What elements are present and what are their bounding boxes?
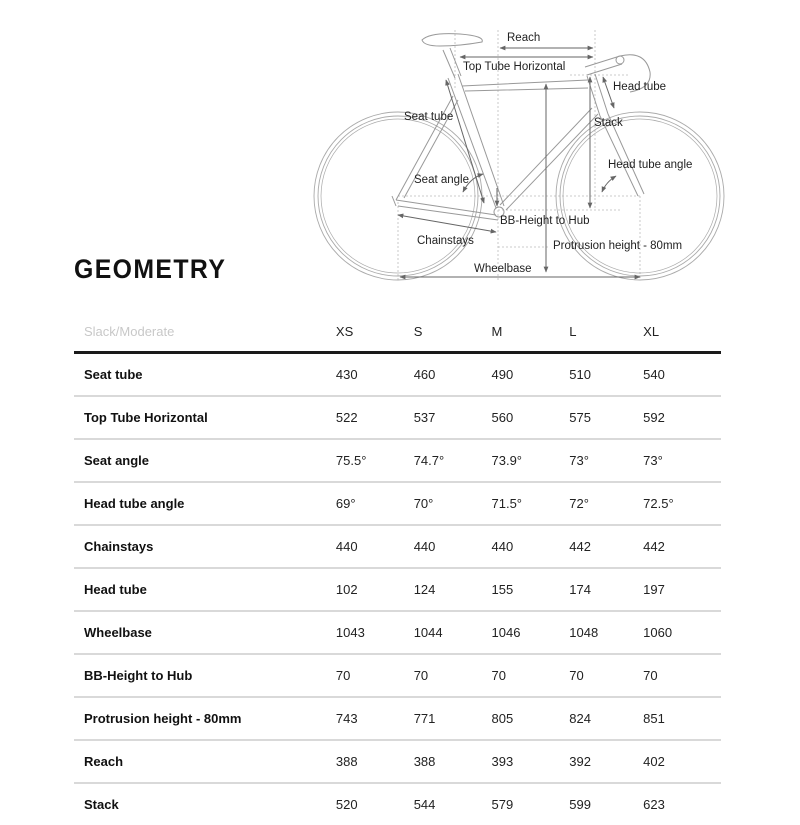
cell-value: 440: [492, 525, 570, 568]
label-seat-tube: Seat tube: [404, 111, 454, 123]
cell-value: 520: [335, 797, 358, 812]
label-head-tube: Head tube: [613, 81, 667, 93]
label-top-tube-horizontal: Top Tube Horizontal: [463, 61, 566, 73]
label-chainstays: Chainstays: [417, 235, 474, 247]
size-header: M: [492, 312, 570, 353]
row-label: Head tube: [74, 568, 336, 611]
cell-value: 70°: [414, 482, 492, 525]
cell-value: 490: [492, 353, 570, 397]
table-row: [74, 353, 721, 397]
cell-value: 430: [336, 353, 414, 397]
cell-value: 174: [569, 568, 643, 611]
label-seat-angle: Seat angle: [414, 174, 469, 186]
cell-value: 599: [569, 797, 591, 812]
cell-value: 1043: [336, 611, 414, 654]
cell-value: 70: [336, 654, 414, 697]
cell-value: 1046: [492, 611, 570, 654]
cell-value: 623: [643, 797, 665, 812]
cell-value: 579: [491, 797, 514, 812]
row-label: Top Tube Horizontal: [74, 396, 336, 439]
cell-value: 392: [569, 740, 643, 783]
table-row: [74, 783, 721, 825]
cell-value: 544: [413, 797, 436, 812]
size-header: S: [414, 312, 492, 353]
row-label: Head tube angle: [74, 482, 336, 525]
label-reach: Reach: [507, 32, 541, 44]
label-wheelbase: Wheelbase: [474, 263, 532, 275]
page-title: GEOMETRY: [74, 254, 227, 284]
cell-value: 72.5°: [643, 482, 721, 525]
cell-value: 388: [336, 740, 414, 783]
cell-value: 75.5°: [336, 439, 414, 482]
label-head-tube-angle: Head tube angle: [608, 159, 693, 171]
cell-value: 540: [643, 353, 721, 397]
row-label: Stack: [84, 797, 119, 812]
cell-value: 402: [643, 740, 721, 783]
cell-value: 1044: [414, 611, 492, 654]
variant-label: Slack/Moderate: [74, 312, 336, 353]
row-label: Wheelbase: [74, 611, 336, 654]
row-label: Seat angle: [74, 439, 336, 482]
cell-value: 442: [643, 525, 721, 568]
table-row: [74, 654, 721, 697]
cell-value: 70: [643, 654, 721, 697]
table-row: [74, 396, 721, 439]
cell-value: 1048: [569, 611, 643, 654]
cell-value: 575: [569, 396, 643, 439]
cell-value: 69°: [336, 482, 414, 525]
cell-value: 442: [569, 525, 643, 568]
size-header: XS: [336, 312, 414, 353]
row-label: Protrusion height - 80mm: [74, 697, 336, 740]
cell-value: 102: [336, 568, 414, 611]
cell-value: 851: [643, 697, 721, 740]
cell-value: 70: [414, 654, 492, 697]
row-label: Reach: [74, 740, 336, 783]
cell-value: 771: [414, 697, 492, 740]
cell-value: 70: [492, 654, 570, 697]
row-label: Chainstays: [74, 525, 336, 568]
table-row: [74, 611, 721, 654]
cell-value: 70: [569, 654, 643, 697]
cell-value: 460: [414, 353, 492, 397]
row-label: Seat tube: [74, 353, 336, 397]
size-header: XL: [643, 312, 721, 353]
table-row: [74, 482, 721, 525]
cell-value: 73°: [643, 439, 721, 482]
table-row: [74, 568, 721, 611]
cell-value: 155: [492, 568, 570, 611]
cell-value: 805: [492, 697, 570, 740]
size-header: L: [569, 312, 643, 353]
table-row: [74, 697, 721, 740]
table-row: [74, 740, 721, 783]
cell-value: 743: [336, 697, 414, 740]
cell-value: 393: [492, 740, 570, 783]
label-protrusion-height: Protrusion height - 80mm: [553, 240, 683, 252]
table-header-row: [74, 312, 721, 353]
row-label: BB-Height to Hub: [74, 654, 336, 697]
cell-value: 824: [569, 697, 643, 740]
cell-value: 1060: [643, 611, 721, 654]
cell-value: 592: [643, 396, 721, 439]
cell-value: 73.9°: [492, 439, 570, 482]
cell-value: 74.7°: [414, 439, 492, 482]
cell-value: 440: [336, 525, 414, 568]
cell-value: 537: [414, 396, 492, 439]
cell-value: 510: [569, 353, 643, 397]
label-bb-height-to-hub: BB-Height to Hub: [500, 215, 590, 227]
cell-value: 197: [643, 568, 721, 611]
cell-value: 73°: [569, 439, 643, 482]
table-row: [74, 525, 721, 568]
cell-value: 388: [414, 740, 492, 783]
cell-value: 522: [336, 396, 414, 439]
cell-value: 124: [414, 568, 492, 611]
cell-value: 71.5°: [492, 482, 570, 525]
bike-geometry-diagram: [300, 20, 740, 295]
cell-value: 560: [492, 396, 570, 439]
label-stack: Stack: [594, 117, 623, 129]
cell-value: 440: [414, 525, 492, 568]
cell-value: 72°: [569, 482, 643, 525]
geometry-table: [74, 312, 721, 825]
table-row: [74, 439, 721, 482]
